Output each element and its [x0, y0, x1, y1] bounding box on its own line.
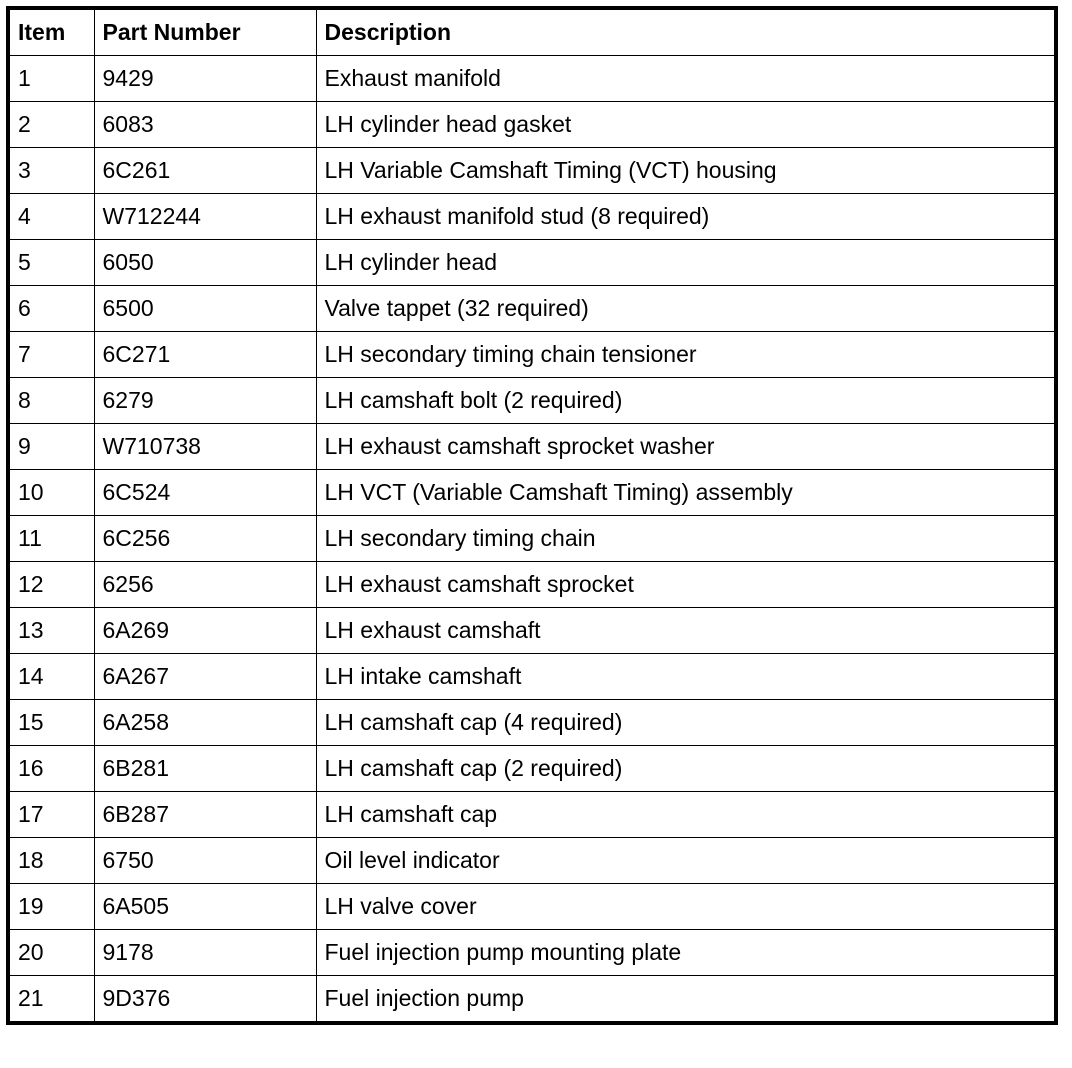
table-row — [8, 838, 1056, 884]
description-cell: LH VCT (Variable Camshaft Timing) assembly — [316, 470, 1056, 516]
item-cell: 1 — [8, 56, 94, 102]
item-cell: 2 — [8, 102, 94, 148]
description-cell: LH secondary timing chain tensioner — [316, 332, 1056, 378]
description-cell: Valve tappet (32 required) — [316, 286, 1056, 332]
part-number-cell: 6256 — [94, 562, 316, 608]
item-cell: 18 — [8, 838, 94, 884]
description-cell: LH cylinder head — [316, 240, 1056, 286]
part-number-cell: 6C261 — [94, 148, 316, 194]
description-cell: LH exhaust manifold stud (8 required) — [316, 194, 1056, 240]
table-row — [8, 884, 1056, 930]
item-cell: 11 — [8, 516, 94, 562]
table-row — [8, 976, 1056, 1024]
part-number-cell: 6C271 — [94, 332, 316, 378]
item-cell: 12 — [8, 562, 94, 608]
part-number-cell: 6A267 — [94, 654, 316, 700]
part-number-cell: W712244 — [94, 194, 316, 240]
table-row — [8, 286, 1056, 332]
description-cell: Fuel injection pump — [316, 976, 1056, 1024]
table-row — [8, 654, 1056, 700]
parts-table — [6, 6, 1058, 1025]
part-number-cell: 6050 — [94, 240, 316, 286]
table-header — [8, 8, 1056, 56]
table-row — [8, 378, 1056, 424]
item-cell: 10 — [8, 470, 94, 516]
table-row — [8, 148, 1056, 194]
item-cell: 7 — [8, 332, 94, 378]
header-item: Item — [8, 8, 94, 56]
description-cell: LH exhaust camshaft sprocket — [316, 562, 1056, 608]
description-cell: LH camshaft cap (2 required) — [316, 746, 1056, 792]
table-row — [8, 562, 1056, 608]
item-cell: 4 — [8, 194, 94, 240]
header-description: Description — [316, 8, 1056, 56]
table-row — [8, 516, 1056, 562]
table-row — [8, 608, 1056, 654]
item-cell: 16 — [8, 746, 94, 792]
item-cell: 6 — [8, 286, 94, 332]
table-row — [8, 194, 1056, 240]
part-number-cell: 6750 — [94, 838, 316, 884]
item-cell: 9 — [8, 424, 94, 470]
table-row — [8, 930, 1056, 976]
header-part-number: Part Number — [94, 8, 316, 56]
part-number-cell: 6A269 — [94, 608, 316, 654]
item-cell: 13 — [8, 608, 94, 654]
part-number-cell: 6A505 — [94, 884, 316, 930]
item-cell: 15 — [8, 700, 94, 746]
part-number-cell: 6083 — [94, 102, 316, 148]
description-cell: LH cylinder head gasket — [316, 102, 1056, 148]
part-number-cell: 9178 — [94, 930, 316, 976]
part-number-cell: 9D376 — [94, 976, 316, 1024]
description-cell: LH camshaft cap — [316, 792, 1056, 838]
item-cell: 19 — [8, 884, 94, 930]
item-cell: 20 — [8, 930, 94, 976]
table-row — [8, 332, 1056, 378]
table-row — [8, 746, 1056, 792]
item-cell: 17 — [8, 792, 94, 838]
description-cell: LH valve cover — [316, 884, 1056, 930]
item-cell: 14 — [8, 654, 94, 700]
table-row — [8, 470, 1056, 516]
part-number-cell: 6B281 — [94, 746, 316, 792]
table-body — [8, 56, 1056, 1024]
part-number-cell: 6C524 — [94, 470, 316, 516]
description-cell: LH camshaft bolt (2 required) — [316, 378, 1056, 424]
item-cell: 8 — [8, 378, 94, 424]
description-cell: LH exhaust camshaft sprocket washer — [316, 424, 1056, 470]
description-cell: Oil level indicator — [316, 838, 1056, 884]
description-cell: LH Variable Camshaft Timing (VCT) housing — [316, 148, 1056, 194]
description-cell: Exhaust manifold — [316, 56, 1056, 102]
description-cell: LH intake camshaft — [316, 654, 1056, 700]
description-cell: LH exhaust camshaft — [316, 608, 1056, 654]
table-row — [8, 56, 1056, 102]
item-cell: 21 — [8, 976, 94, 1024]
part-number-cell: 6A258 — [94, 700, 316, 746]
part-number-cell: 6500 — [94, 286, 316, 332]
description-cell: Fuel injection pump mounting plate — [316, 930, 1056, 976]
header-row — [8, 8, 1056, 56]
description-cell: LH camshaft cap (4 required) — [316, 700, 1056, 746]
table-row — [8, 240, 1056, 286]
part-number-cell: W710738 — [94, 424, 316, 470]
table-row — [8, 700, 1056, 746]
table-row — [8, 792, 1056, 838]
part-number-cell: 6B287 — [94, 792, 316, 838]
table-row — [8, 424, 1056, 470]
part-number-cell: 6279 — [94, 378, 316, 424]
part-number-cell: 6C256 — [94, 516, 316, 562]
part-number-cell: 9429 — [94, 56, 316, 102]
table-row — [8, 102, 1056, 148]
description-cell: LH secondary timing chain — [316, 516, 1056, 562]
item-cell: 3 — [8, 148, 94, 194]
item-cell: 5 — [8, 240, 94, 286]
